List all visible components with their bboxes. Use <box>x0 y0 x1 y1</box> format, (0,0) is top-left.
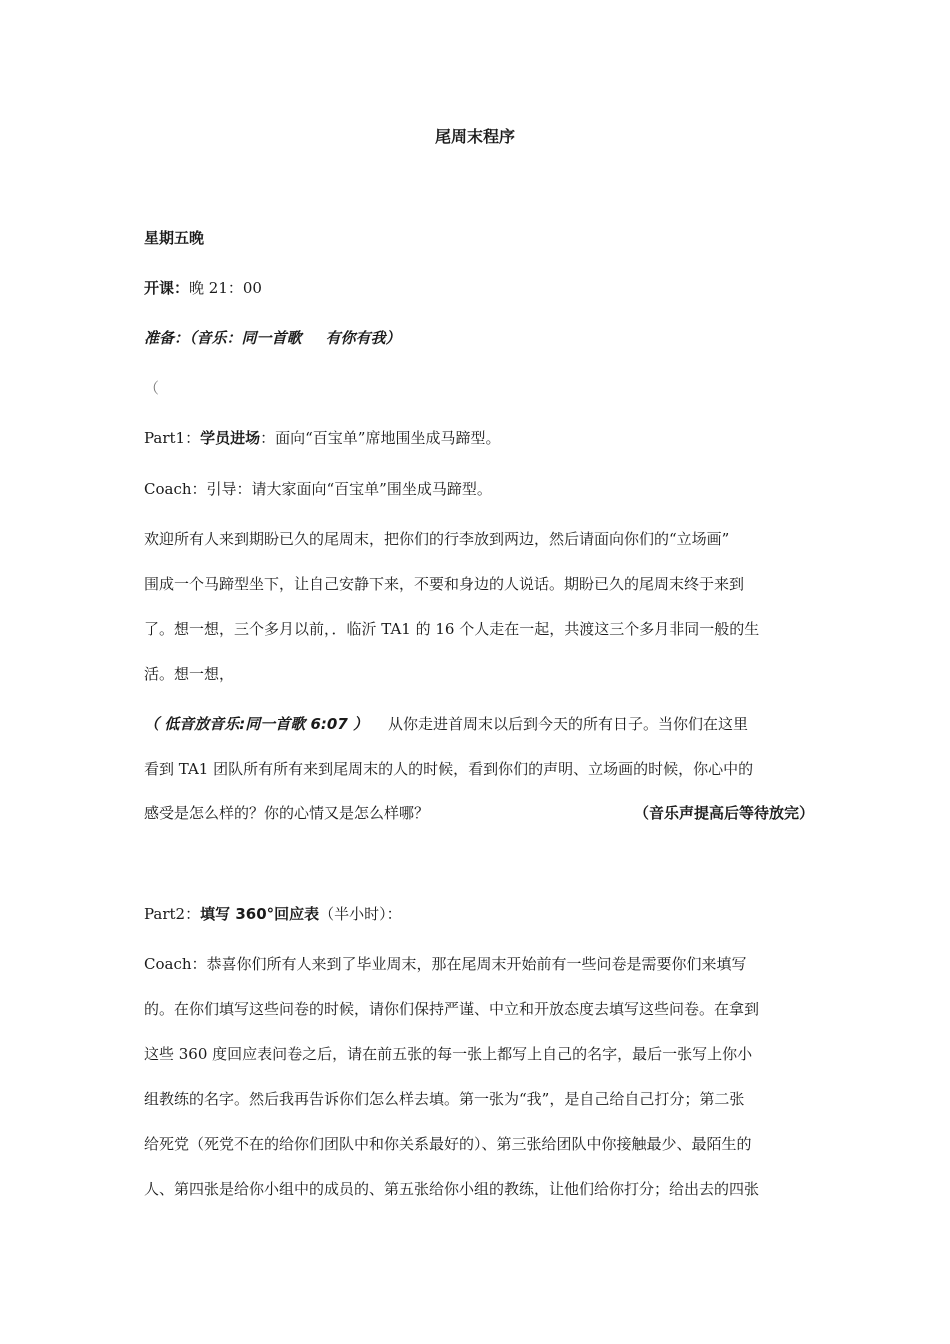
para3-line-4: 组教练的名字。然后我再告诉你们怎么样去填。第一张为“我”，是自己给自己打分；第二张 <box>144 1090 745 1108</box>
prep-music-b: 有你有我） <box>325 329 401 347</box>
prep-music-a: （音乐：同一首歌 <box>189 329 302 347</box>
opening-time: 晚 21：00 <box>189 279 262 297</box>
part1-line <box>144 428 814 448</box>
part2-suffix: （半小时）： <box>319 905 402 923</box>
para3-line-2: 的。在你们填写这些问卷的时候，请你们保持严谨、中立和开放态度去填写这些问卷。在拿到 <box>144 1000 760 1018</box>
para2-line-1-text: 从你走进首周末以后到今天的所有日子。当你们在这里 <box>388 715 749 733</box>
para2-line-3 <box>144 803 814 823</box>
para3-line-3: 这些 360 度回应表问卷之后，请在前五张的每一张上都写上自己的名字，最后一张写上你小 <box>144 1045 753 1063</box>
part1-title: 学员进场 <box>200 429 261 447</box>
para2-line-3-text: 感受是怎么样的？你的心情又是怎么样哪？ <box>144 804 430 822</box>
para1-line-4: 活。想一想， <box>144 665 235 683</box>
coach1-label: Coach： <box>144 480 207 498</box>
opening-line <box>144 278 814 298</box>
para2-line-2: 看到 TA1 团队所有所有来到尾周末的人的时候，看到你们的声明、立场画的时候，你心中的 <box>144 760 754 778</box>
para3-line-5: 给死党（死党不在的给你们团队中和你关系最好的）、第三张给团队中你接触最少、最陌生的 <box>144 1135 752 1153</box>
para1-line-2: 围成一个马蹄型坐下，让自己安静下来，不要和身边的人说话。期盼已久的尾周末终于来到 <box>144 575 745 593</box>
para1-line-3: 了。想一想，三个多月以前，．临沂 TA1 的 16 个人走在一起，共渡这三个多月非同一般的生 <box>144 620 760 638</box>
part1-label: Part1： <box>144 429 201 447</box>
part1-text: 面向“百宝单”席地围坐成马蹄型。 <box>275 429 501 447</box>
prep-line <box>144 328 814 348</box>
opening-label: 开课： <box>144 279 190 297</box>
prep-label: 准备： <box>144 329 190 347</box>
coach1-text: 引导：请大家面向“百宝单”围坐成马蹄型。 <box>206 480 492 498</box>
para3-line-1: Coach：恭喜你们所有人来到了毕业周末，那在尾周末开始前有一些问卷是需要你们来填写 <box>144 955 747 973</box>
coach1-line <box>144 479 814 499</box>
part1-colon: ： <box>260 429 276 447</box>
part2-title: 填写 360°回应表 <box>200 905 320 923</box>
stray-paren: （ <box>144 379 160 397</box>
document-title: 尾周末程序 <box>434 127 515 146</box>
music-cue-time <box>305 715 368 733</box>
music-wait-note: （音乐声提高后等待放完） <box>633 804 814 822</box>
part2-label: Part2： <box>144 905 201 923</box>
para1-line-1: 欢迎所有人来到期盼已久的尾周末，把你们的行李放到两边，然后请面向你们的“立场画” <box>144 530 730 548</box>
music-cue: （ 低音放音乐:同一首歌 <box>144 715 306 733</box>
section-heading: 星期五晚 <box>144 229 205 247</box>
music-time: 6:07 ） <box>310 715 369 733</box>
para3-line-6: 人、第四张是给你小组中的成员的、第五张给你小组的教练，让他们给你打分；给出去的四张 <box>144 1180 760 1198</box>
para2-line-1 <box>144 714 814 734</box>
part2-line <box>144 904 814 924</box>
